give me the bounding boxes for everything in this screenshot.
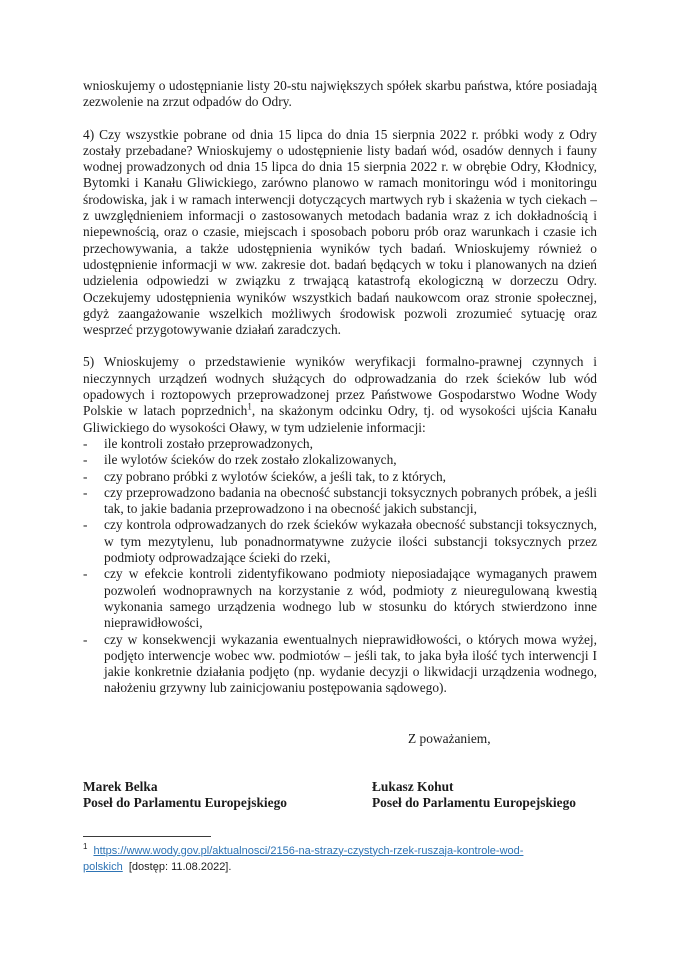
- list-item-text: ile kontroli zostało przeprowadzonych,: [104, 435, 313, 451]
- list-item: [83, 469, 597, 485]
- footnote-access-date: [dostęp: 11.08.2022].: [128, 860, 232, 873]
- list-item: [83, 517, 597, 566]
- bullet-dash: -: [83, 452, 88, 468]
- intro-paragraph: wnioskujemy o udostępnianie listy 20-stu największych spółek skarbu państwa, które posiadają zezwolenie na zrzut odpadów do Odry.: [83, 78, 597, 110]
- signature-right: [372, 779, 576, 812]
- list-item: [83, 436, 597, 452]
- bullet-dash: -: [83, 435, 88, 451]
- list-item-text: ile wylotów ścieków do rzek zostało zlokalizowanych,: [104, 452, 397, 468]
- footnote-link[interactable]: https://www.wody.gov.pl/aktualnosci/2156-na-strazy-czystych-rzek-ruszaja-kontrole-wod-polskich: [83, 844, 524, 873]
- bullet-dash: -: [83, 566, 88, 582]
- footnote-reference-marker: 1: [247, 401, 252, 412]
- signatory-name: Marek Belka: [83, 778, 158, 794]
- list-item: [83, 485, 597, 518]
- list-item: [83, 566, 597, 631]
- paragraph-5-text-before-ref: 5) Wnioskujemy o przedstawienie wyników weryfikacji formalno-prawnej czynnych i nieczynnych urządzeń wodnych służących do odprowadzania do rzek ścieków lub wód opadowych i roztopowych przeprowadzonej przez Państwowe Gospodarstwo Wodne Wody Polskie w latach poprzednich: [83, 354, 597, 419]
- footnote-marker: 1: [83, 841, 88, 851]
- signatory-title: Poseł do Parlamentu Europejskiego: [83, 795, 287, 811]
- list-item-text: czy pobrano próbki z wylotów ścieków, a jeśli tak, to z których,: [104, 468, 446, 484]
- signatory-name: Łukasz Kohut: [372, 778, 454, 794]
- list-item-text: czy w konsekwencji wykazania ewentualnych nieprawidłowości, o których mowa wyżej, podjęto interwencje wobec ww. podmiotów – jeśli tak, to jaka była ilość tych interwencji I jakie konkretnie działania podjęto (np. wydanie decyzji o likwidacji urządzenia wodnego, nałożeniu grzywny lub zainicjowaniu postępowania sądowego).: [104, 631, 597, 696]
- signatory-title: Poseł do Parlamentu Europejskiego: [372, 795, 576, 811]
- list-item: [83, 632, 597, 697]
- paragraph-4: 4) Czy wszystkie pobrane od dnia 15 lipca do dnia 15 sierpnia 2022 r. próbki wody z Odry zostały przebadane? Wnioskujemy o udostępnienie listy badań wód, osadów dennych i fauny wodnej prowadzonych od dnia 15 lipca do dnia 15 sierpnia 2022 r. w obrębie Odry, Kłodnicy, Bytomki i Kanału Gliwickiego, zarówno planowo w ramach monitoringu wód i monitoringu środowiska, jak i w ramach interwencji dotyczących martwych ryb i skażenia w tych ciekach – z uwzględnieniem informacji o zastosowanych metodach badania wraz z ich dokładnością i niepewnością, oraz o czasie, miejscach i sposobach poboru prób oraz warunkach i czasie ich przechowywania, a także udostępnienia wyników tych badań. Wnioskujemy również o udostępnienie informacji w ww. zakresie dot. badań będących w toku i planowanych na dzień udzielenia odpowiedzi w związku z trwającą katastrofą ekologiczną w dorzeczu Odry. Oczekujemy udostępnienia wyników wszystkich badań naukowcom oraz stronie społecznej, gdyż zaangażowanie wszelkich możliwych środowisk pozwoli zrozumieć sytuację oraz wesprzeć przygotowywanie działań zaradczych.: [83, 126, 597, 338]
- bullet-dash: -: [83, 468, 88, 484]
- footnote-area: [83, 836, 597, 875]
- list-item: [83, 452, 597, 468]
- information-request-list: [83, 436, 597, 697]
- signature-left: [83, 779, 372, 812]
- list-item-text: czy w efekcie kontroli zidentyfikowano podmioty nieposiadające wymaganych prawem pozwoleń wodnoprawnych na korzystanie z wód, podmioty z nieuregulowaną kwestią wykonania samego urządzenia wodnego lub w stosunku do których stwierdzono inne nieprawidłowości,: [104, 566, 597, 631]
- closing-salutation: Z poważaniem,: [408, 730, 491, 746]
- bullet-dash: -: [83, 517, 88, 533]
- signature-block: [83, 779, 597, 812]
- footnote-separator-line: [83, 836, 211, 837]
- footnote-1: [83, 843, 597, 875]
- paragraph-5-intro: [83, 354, 597, 435]
- bullet-dash: -: [83, 484, 88, 500]
- list-item-text: czy kontrola odprowadzanych do rzek ścieków wykazała obecność substancji toksycznych, w tym mezytylenu, lub ponadnormatywne zużycie ilości substancji toksycznych przez podmioty odprowadzające ścieki do rzeki,: [104, 517, 597, 566]
- bullet-dash: -: [83, 631, 88, 647]
- paragraph-5-text-after-ref: , na skażonym odcinku Odry, tj. od wysokości ujścia Kanału Gliwickiego do wysokości Oławy, w tym udzielenie informacji:: [83, 403, 598, 435]
- list-item-text: czy przeprowadzono badania na obecność substancji toksycznych pobranych próbek, a jeśli tak, to jakie badania przeprowadzono i na obecność jakich substancji,: [104, 484, 597, 517]
